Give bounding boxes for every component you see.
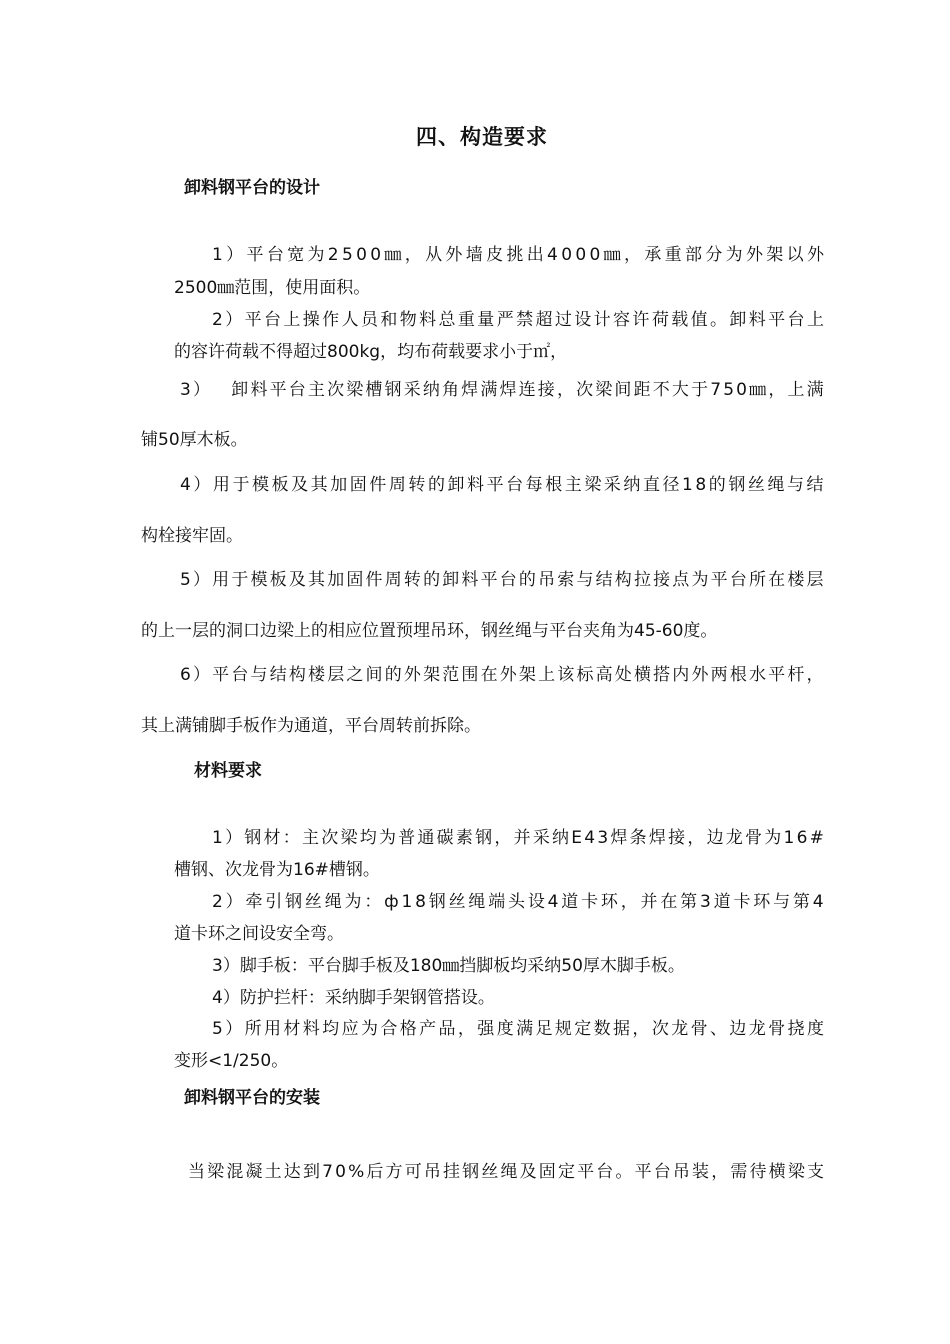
section-heading-platform-installation: 卸料钢平台的安装 (184, 1088, 320, 1108)
design-item-5-line-2: 的上一层的洞口边梁上的相应位置预埋吊环，钢丝绳与平台夹角为45-60度。 (141, 621, 718, 641)
design-item-3-line-1: 3 ） 卸 料 平 台 主 次 梁 槽 钢 采 纳 角 焊 满 焊 连 接 ， 次 梁 间 距 不 大 于 7 5 0 ㎜ ， 上 满 (180, 380, 824, 400)
design-item-6-line-2: 其上满铺脚手板作为通道，平台周转前拆除。 (141, 716, 481, 736)
material-item-1-line-2: 槽钢、次龙骨为16#槽钢。 (174, 860, 380, 880)
design-item-5-line-1: 5 ） 用 于 模 板 及 其 加 固 件 周 转 的 卸 料 平 台 的 吊 索 与 结 构 拉 接 点 为 平 台 所 在 楼 层 (180, 570, 824, 590)
installation-paragraph-line-1: 当 梁 混 凝 土 达 到 7 0 % 后 方 可 吊 挂 钢 丝 绳 及 固 定 平 台 。 平 台 吊 装 ， 需 待 横 梁 支 (188, 1162, 824, 1182)
material-item-1-line-1: 1 ） 钢 材 ： 主 次 梁 均 为 普 通 碳 素 钢 ， 并 采 纳 E 4 3 焊 条 焊 接 ， 边 龙 骨 为 1 6 # (212, 828, 824, 848)
design-item-1-line-2: 2500㎜范围，使用面积。 (174, 278, 371, 298)
material-item-5-line-1: 5 ） 所 用 材 料 均 应 为 合 格 产 品 ， 强 度 满 足 规 定 数 据 ， 次 龙 骨 、 边 龙 骨 挠 度 (212, 1019, 824, 1039)
section-heading-platform-design: 卸料钢平台的设计 (184, 178, 320, 198)
design-item-2-line-2: 的容许荷载不得超过800kg，均布荷载要求小于㎡， (174, 342, 568, 362)
design-item-3-line-2: 铺50厚木板。 (141, 430, 248, 450)
material-item-2-line-2: 道卡环之间设安全弯。 (174, 924, 344, 944)
section-heading-material-requirements: 材料要求 (194, 761, 262, 781)
material-item-2-line-1: 2 ） 牵 引 钢 丝 绳 为 ： ф 1 8 钢 丝 绳 端 头 设 4 道 卡 环 ， 并 在 第 3 道 卡 环 与 第 4 (212, 892, 824, 912)
design-item-2-line-1: 2 ） 平 台 上 操 作 人 员 和 物 料 总 重 量 严 禁 超 过 设 计 容 许 荷 载 值 。 卸 料 平 台 上 (212, 310, 824, 330)
material-item-3: 3）脚手板：平台脚手板及180㎜挡脚板均采纳50厚木脚手板。 (212, 956, 685, 976)
design-item-1-line-1: 1 ） 平 台 宽 为 2 5 0 0 ㎜ ， 从 外 墙 皮 挑 出 4 0 0 0 ㎜ ， 承 重 部 分 为 外 架 以 外 (212, 245, 824, 265)
design-item-4-line-2: 构栓接牢固。 (141, 526, 243, 546)
design-item-4-line-1: 4 ） 用 于 模 板 及 其 加 固 件 周 转 的 卸 料 平 台 每 根 主 梁 采 纳 直 径 1 8 的 钢 丝 绳 与 结 (180, 475, 824, 495)
material-item-4: 4）防护拦杆：采纳脚手架钢管搭设。 (212, 988, 495, 1008)
design-item-6-line-1: 6 ） 平 台 与 结 构 楼 层 之 间 的 外 架 范 围 在 外 架 上 该 标 高 处 横 搭 内 外 两 根 水 平 杆 ， (180, 665, 824, 685)
material-item-5-line-2: 变形<1/250。 (174, 1051, 289, 1071)
page-title: 四、构造要求 (416, 125, 548, 149)
